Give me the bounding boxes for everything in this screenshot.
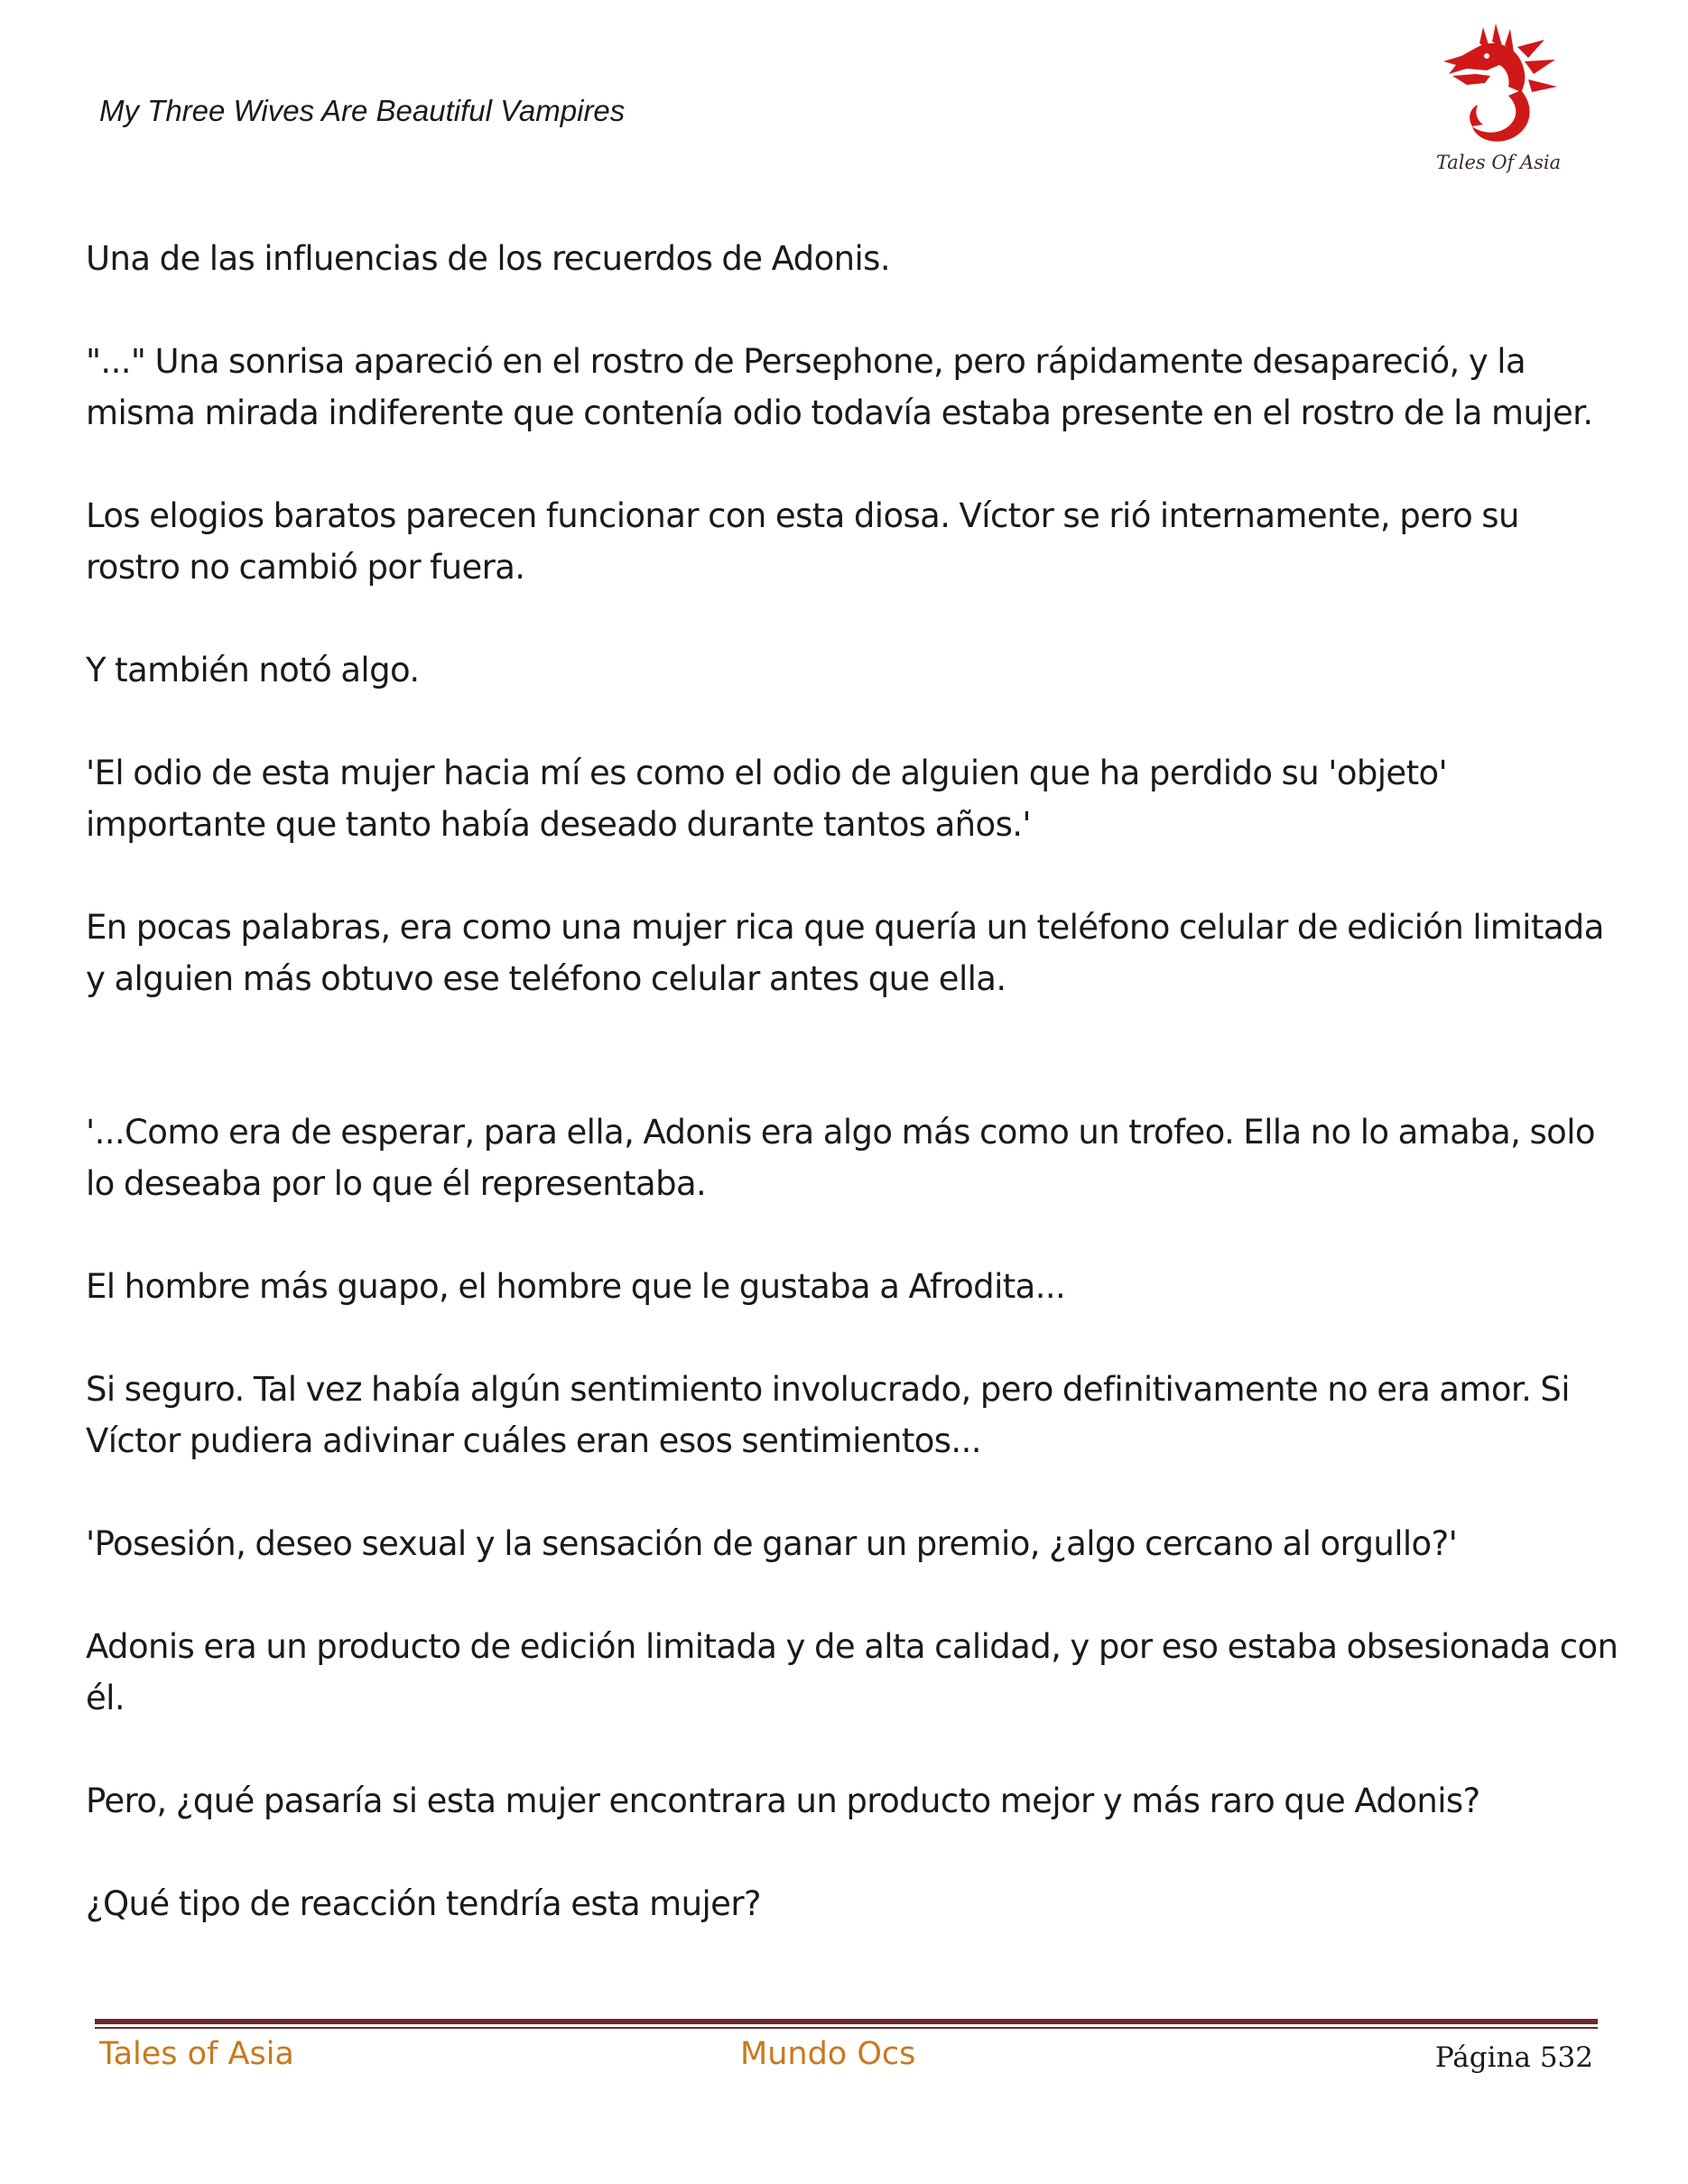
paragraph: Adonis era un producto de edición limitada y de alta calidad, y por eso estaba obsesionada con él. <box>86 1627 1618 1717</box>
paragraph: '...Como era de esperar, para ella, Adonis era algo más como un trofeo. Ella no lo amaba, solo lo deseaba por lo que él representaba. <box>86 1113 1595 1203</box>
paragraph: Pero, ¿qué pasaría si esta mujer encontrara un producto mejor y más raro que Adonis? <box>86 1781 1480 1820</box>
book-title: My Three Wives Are Beautiful Vampires <box>99 94 626 127</box>
paragraph: Y también notó algo. <box>86 651 420 689</box>
paragraph: ¿Qué tipo de reacción tendría esta mujer? <box>86 1884 761 1923</box>
paragraph: Si seguro. Tal vez había algún sentimiento involucrado, pero definitivamente no era amor. Si Víctor pudiera adivinar cuáles eran esos sentimientos... <box>86 1370 1570 1460</box>
logo-caption: Tales Of Asia <box>1435 152 1562 173</box>
paragraph: El hombre más guapo, el hombre que le gustaba a Afrodita... <box>86 1267 1066 1306</box>
page-number: Página 532 <box>1434 2041 1593 2074</box>
paragraph: "..." Una sonrisa apareció en el rostro de Persephone, pero rápidamente desapareció, y la misma mirada indiferente que contenía odio todavía estaba presente en el rostro de la mujer. <box>86 342 1593 432</box>
paragraph: Una de las influencias de los recuerdos de Adonis. <box>86 239 890 278</box>
paragraph: 'Posesión, deseo sexual y la sensación de ganar un premio, ¿algo cercano al orgullo?' <box>86 1524 1458 1563</box>
footer-divider-thin <box>95 2027 1598 2029</box>
paragraph: 'El odio de esta mujer hacia mí es como el odio de alguien que ha perdido su 'objeto' importante que tanto había deseado durante tantos años.' <box>86 754 1448 844</box>
paragraph: En pocas palabras, era como una mujer rica que quería un teléfono celular de edición limitada y alguien más obtuvo ese teléfono celular antes que ella. <box>86 908 1604 998</box>
page-body <box>86 233 1620 1981</box>
footer-series: Mundo Ocs <box>740 2036 916 2072</box>
footer-publisher: Tales of Asia <box>99 2036 294 2072</box>
red-dragon-icon <box>1431 20 1566 155</box>
footer-divider <box>95 2019 1598 2024</box>
paragraph: Los elogios baratos parecen funcionar con esta diosa. Víctor se rió internamente, pero su rostro no cambió por fuera. <box>86 496 1519 587</box>
tales-of-asia-logo <box>1431 20 1566 182</box>
